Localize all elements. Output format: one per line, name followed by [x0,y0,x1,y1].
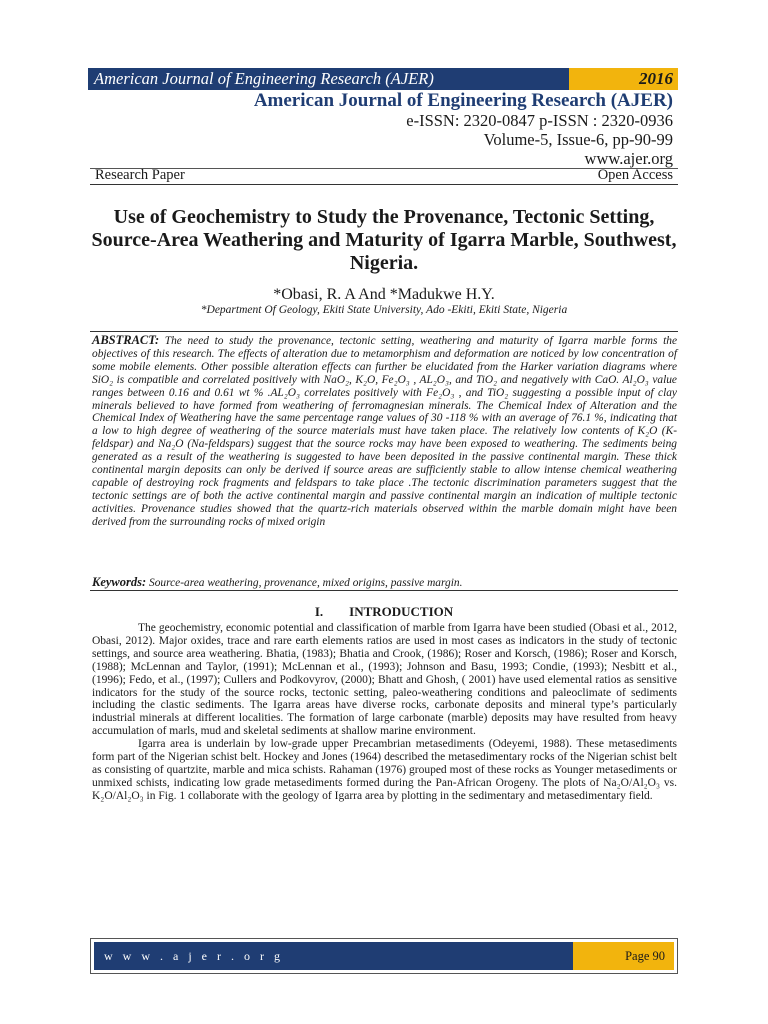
section-heading-introduction [90,604,678,620]
abstract-divider-top [90,331,678,332]
abstract-label: ABSTRACT: [92,333,160,347]
journal-banner [88,68,678,90]
issn-line: e-ISSN: 2320-0847 p-ISSN : 2320-0936 [406,111,673,130]
abstract [92,334,677,529]
access-type: Open Access [597,167,673,183]
page-number: Page 90 [573,942,674,970]
author-affiliation: *Department Of Geology, Ekiti State University, Ado -Ekiti, Ekiti State, Nigeria [200,304,568,316]
intro-paragraph-1: The geochemistry, economic potential and classification of marble from Igarra have been studied (Obasi et al., 2012, Obasi, 2012). Major oxides, trace and rare earth elements ratios are used in most cases as indicators in the study of tectonic settings, and source area weathering. Bhatia, (1983); Bhatia and Crook, (1986); Roser and Korsch, (1986); Roser and Korsch, (1988); McLennan and Taylor, (1991); McLennan et al., (1993); Johnson and Basu, 1993; Condie, (1993); Nesbitt et al., (1996); Fedo, et al., (1997); Cullers and Podkovyrov, (2000); Bhatt and Ghosh, ( 2001) have used elemental ratios as sensitive indicators for the study of the source rocks, tectonic setting, paleo-weathering conditions and paleoclimate of sediments including the clastic sediments. The Igarra areas have diverse rocks, carbonate deposits and mineral type’s particularly industrial minerals at different localities. The formation of large carbonate (marble) deposits may have resulted from heavy accumulation of marls, mud and skeletal sediments at shallow marine environment. [92,622,677,738]
journal-full-name: American Journal of Engineering Research (AJER) [253,90,673,111]
section-number: I. [314,604,324,619]
keywords-text: Source-area weathering, provenance, mixed origins, passive margin. [146,577,463,589]
paper-authors: *Obasi, R. A And *Madukwe H.Y. [273,286,495,303]
header-divider-bottom [90,184,678,185]
introduction-body [92,622,677,803]
paper-type: Research Paper [95,167,185,183]
banner-year: 2016 [569,68,678,90]
abstract-divider-bottom [90,590,678,591]
footer-website: w w w . a j e r . o r g [94,942,573,970]
keywords [92,575,677,590]
paper-title: Use of Geochemistry to Study the Provenance, Tectonic Setting, Source-Area Weathering and Maturity of Igarra Marble, Southwest, Nigeria. [91,206,677,274]
section-title: INTRODUCTION [349,604,454,619]
page-footer [90,938,678,974]
volume-line: Volume-5, Issue-6, pp-90-99 [483,130,673,149]
journal-website: www.ajer.org [584,149,673,168]
intro-paragraph-2: Igarra area is underlain by low-grade upper Precambrian metasediments (Odeyemi, 1988). These metasediments form part of the Nigerian schist belt. Hockey and Jones (1964) described the metasedimentary rocks of the Nigerian schist belt as consisting of quartzite, marble and mica schists. Rahaman (1976) grouped most of these rocks as Younger metasediments or unmixed schists, indicating low grade metasediments formed during the Pan-African Orogeny. The plots of Na₂O/Al₂O₃ vs. K₂O/Al₂O₃ in Fig. 1 collaborate with the geology of Igarra area by plotting in the sedimentary and metasedimentary field. [92,738,677,802]
keywords-label: Keywords: [92,575,147,589]
abstract-text: The need to study the provenance, tectonic setting, weathering and maturity of Igarra marble forms the objectives of this research. The effects of alteration due to metamorphism and deformation are noticed by low concentration of some mobile elements. Other possible alteration effects can further be elucidated from the Harker variation diagrams where SiO₂ is compatible and correlated positively with NaO₂, K₂O, Fe₂O₃ , AL₂O₃, and TiO₂ and negatively with CaO. Al₂O₃ value ranges between 0.16 and 0.61 wt % .AL₂O₃ correlates positively with Fe₂O₃ , and TiO₂ suggesting a possible input of clay minerals believed to have formed from weathering of ferromagnesian minerals. The Chemical Index of Alteration and the Chemical Index of Weathering have the same percentage range values of 30 -118 % with an average of 76.1 %, indicating that a low to high degree of weathering of the source materials must have taken place. The relatively low contents of K₂O (K-feldspar) and Na₂O (Na-feldspars) suggest that the source rocks may have been exposed to weathering. The sediments being generated as a result of the weathering is suggested to have been deposited in the passive continental margin. These thick continental margin deposits can only be derived if source areas are sufficiently stable to allow intense chemical weathering capable of destroying rock fragments and feldspars to take place .The tectonic discrimination parameters suggest that the tectonic settings are of both the active continental margin and passive continental margin an indication of multiple tectonic activities. Provenance studies showed that the quartz-rich materials observed within the marble domain might have been derived from the surrounding rocks of mixed origin [92,335,677,528]
banner-journal-name: American Journal of Engineering Research (AJER) [88,68,569,90]
